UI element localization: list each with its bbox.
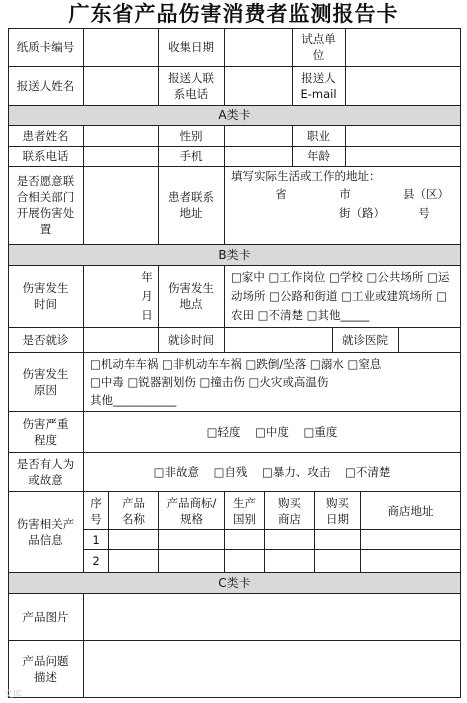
section-b-label: B类卡 bbox=[218, 247, 251, 262]
product-col-store: 购买商店 bbox=[278, 495, 301, 526]
gender-field[interactable] bbox=[225, 126, 291, 146]
willing-followup-field[interactable] bbox=[84, 167, 157, 244]
occupation-field[interactable] bbox=[346, 126, 460, 146]
reporter-name-field[interactable] bbox=[84, 67, 157, 105]
severity-options[interactable]: □轻度 □中度 □重度 bbox=[206, 425, 338, 439]
reporter-phone-label: 报送人联系电话 bbox=[168, 70, 214, 101]
mobile-label: 手机 bbox=[179, 149, 203, 163]
report-form bbox=[8, 28, 461, 698]
number-label: 号 bbox=[418, 206, 430, 220]
product-info-label: 伤害相关产品信息 bbox=[16, 516, 75, 547]
product-row-2-no: 2 bbox=[92, 554, 100, 568]
reporter-email-label: 报送人E-mail bbox=[300, 70, 337, 101]
product-col-date: 购买日期 bbox=[326, 495, 349, 526]
willing-followup-label: 是否愿意联合相关部门开展伤害处置 bbox=[16, 174, 75, 236]
severity-label: 伤害严重程度 bbox=[22, 416, 69, 447]
contact-phone-field[interactable] bbox=[84, 147, 157, 166]
medical-time-field[interactable] bbox=[225, 328, 331, 352]
intent-options[interactable]: □非故意 □自残 □暴力、攻击 □不清楚 bbox=[153, 465, 391, 479]
occupation-label: 职业 bbox=[307, 128, 330, 143]
product-row-1-no: 1 bbox=[92, 532, 100, 547]
intent-label: 是否有人为或故意 bbox=[16, 456, 75, 487]
watermark: 文库 bbox=[4, 690, 23, 700]
injury-place-label: 伤害发生地点 bbox=[168, 281, 214, 311]
reporter-email-field[interactable] bbox=[346, 67, 460, 105]
province-label: 省 bbox=[275, 187, 287, 201]
street-label: 街（路） bbox=[339, 206, 385, 220]
hospital-field[interactable] bbox=[399, 328, 460, 352]
product-col-brand: 产品商标/规格 bbox=[166, 495, 217, 526]
patient-name-label: 患者姓名 bbox=[22, 128, 69, 143]
year-label: 年 bbox=[141, 270, 153, 284]
month-label: 月 bbox=[141, 289, 153, 303]
injury-cause-label: 伤害发生原因 bbox=[22, 366, 69, 397]
section-a-label: A类卡 bbox=[218, 108, 251, 122]
address-hint: 填写实际生活或工作的地址： bbox=[231, 169, 381, 183]
collect-date-field[interactable] bbox=[225, 29, 291, 66]
age-label: 年龄 bbox=[307, 149, 330, 163]
product-problem-field[interactable] bbox=[84, 641, 460, 697]
injury-time-label: 伤害发生时间 bbox=[22, 281, 69, 311]
pilot-unit-field[interactable] bbox=[346, 29, 460, 66]
contact-phone-label: 联系电话 bbox=[22, 149, 69, 163]
medical-label: 是否就诊 bbox=[22, 332, 69, 347]
card-number-label: 纸质卡编号 bbox=[16, 40, 75, 54]
product-row-1-fields[interactable] bbox=[109, 530, 460, 549]
reporter-name-label: 报送人姓名 bbox=[16, 78, 75, 93]
city-label: 市 bbox=[339, 187, 351, 201]
patient-name-field[interactable] bbox=[84, 126, 157, 146]
product-problem-label: 产品问题描述 bbox=[22, 653, 69, 684]
medical-field[interactable] bbox=[84, 328, 157, 352]
pilot-unit-label: 试点单位 bbox=[301, 32, 336, 62]
product-col-name: 产品名称 bbox=[122, 495, 145, 526]
day-label: 日 bbox=[141, 308, 153, 322]
section-c-label: C类卡 bbox=[218, 575, 251, 590]
product-col-country: 生产国别 bbox=[233, 495, 256, 526]
hospital-label: 就诊医院 bbox=[342, 332, 388, 347]
cause-options[interactable]: □机动车车祸 □非机动车车祸 □跌倒/坠落 □溺水 □窒息 □中毒 □锐器割划伤 □撞击伤 □火灾或高温伤 其他___________ bbox=[90, 357, 382, 407]
age-field[interactable] bbox=[346, 147, 460, 166]
product-row-2-fields[interactable] bbox=[109, 550, 460, 572]
collect-date-label: 收集日期 bbox=[168, 40, 214, 54]
reporter-phone-field[interactable] bbox=[225, 67, 291, 105]
place-options[interactable]: □家中 □工作岗位 □学校 □公共场所 □运动场所 □公路和街道 □工业或建筑场所 □农田 □不清楚 □其他_____ bbox=[231, 270, 450, 322]
product-image-field[interactable] bbox=[84, 594, 460, 640]
card-number-field[interactable] bbox=[84, 29, 157, 66]
county-label: 县（区） bbox=[403, 187, 449, 201]
product-col-address: 商店地址 bbox=[387, 503, 434, 518]
patient-address-label: 患者联系地址 bbox=[168, 190, 214, 220]
medical-time-label: 就诊时间 bbox=[168, 332, 214, 347]
page-title: 广东省产品伤害消费者监测报告卡 bbox=[68, 1, 399, 26]
product-image-label: 产品图片 bbox=[22, 609, 69, 624]
mobile-field[interactable] bbox=[225, 147, 291, 166]
gender-label: 性别 bbox=[179, 128, 203, 143]
product-col-no: 序号 bbox=[90, 495, 102, 526]
